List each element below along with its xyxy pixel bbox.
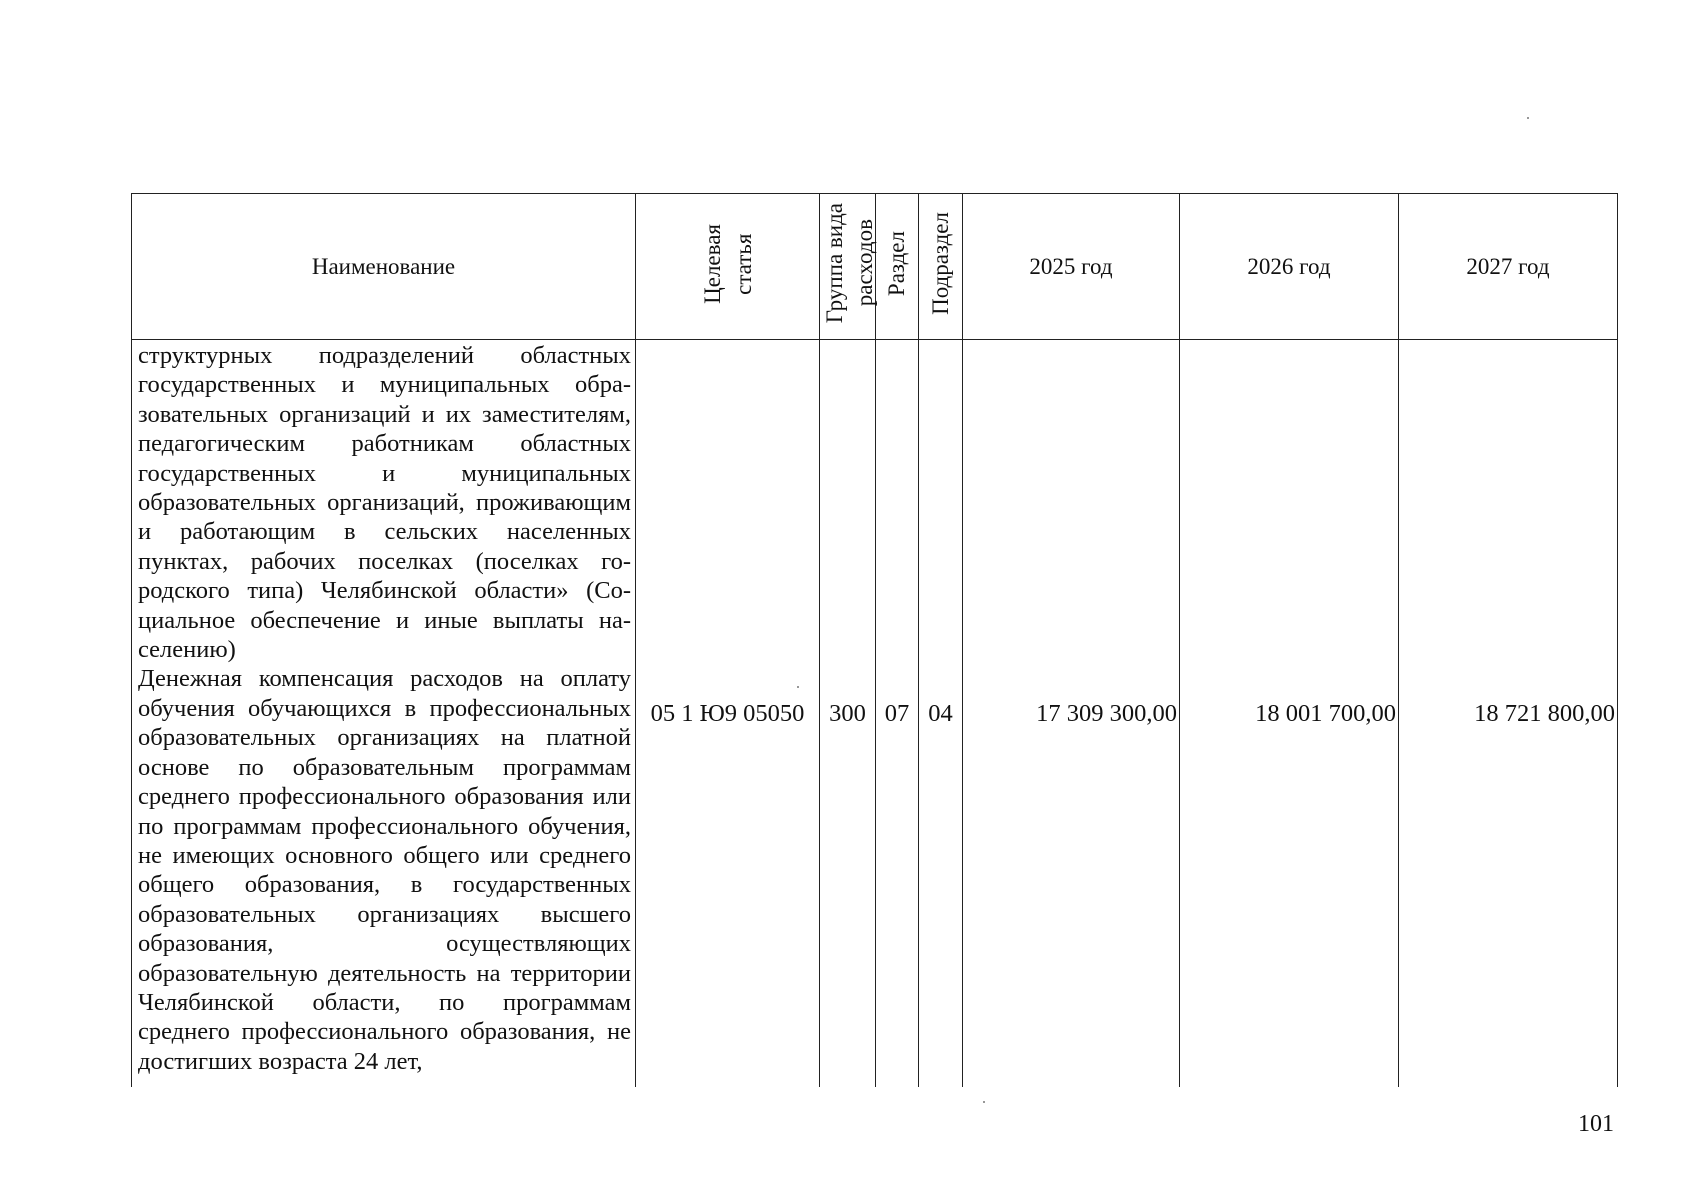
header-section: Раздел [876,194,919,340]
row-year-2025: 17 309 300,00 [963,340,1180,1088]
row-name-part2: Денежная компенсация расходов на оплату обучения обучающихся в профессиональных образовательных организациях на платной основе по образовательным программам среднего профессионального образования или по программам профессионального обучения, не имеющих основного общего или среднего общего образования, в государственных образовательных организациях высшего образования, осуществляющих образовательную деятельность на территории Челябинской области, по программам среднего профессионального образования, не достигших возраста 24 лет, [138,665,631,1075]
header-year-2027: 2027 год [1399,194,1618,340]
header-expense-group: Группа вида расходов [820,194,876,340]
row-year-2027: 18 721 800,00 [1399,340,1618,1088]
budget-table [131,193,1618,1087]
row-name-cell [132,340,636,1088]
header-target-article: Целевая статья [636,194,820,340]
header-name: Наименование [132,194,636,340]
row-target-article: 05 1 Ю9 05050 [636,340,820,1088]
scan-speck [983,1101,985,1103]
row-expense-group: 300 [820,340,876,1088]
header-year-2026: 2026 год [1180,194,1399,340]
header-year-2025: 2025 год [963,194,1180,340]
header-row [132,194,1618,340]
row-subsection: 04 [919,340,963,1088]
table-row [132,340,1618,1088]
scan-speck [1527,117,1529,119]
header-subsection: Подраздел [919,194,963,340]
row-name-part1: структурных подразделений областных государственных и муниципальных образовательных организаций и их заместителям, педагогическим работникам областных государственных и муниципальных образовательных организаций, проживающим и работающим в сельских населенных пунктах, рабочих поселках (поселках городского типа) Челябинской области» (Социальное обеспечение и иные выплаты населению) [138,342,631,664]
row-section: 07 [876,340,919,1088]
page-number: 101 [1578,1111,1614,1137]
row-year-2026: 18 001 700,00 [1180,340,1399,1088]
scan-speck [797,686,799,688]
